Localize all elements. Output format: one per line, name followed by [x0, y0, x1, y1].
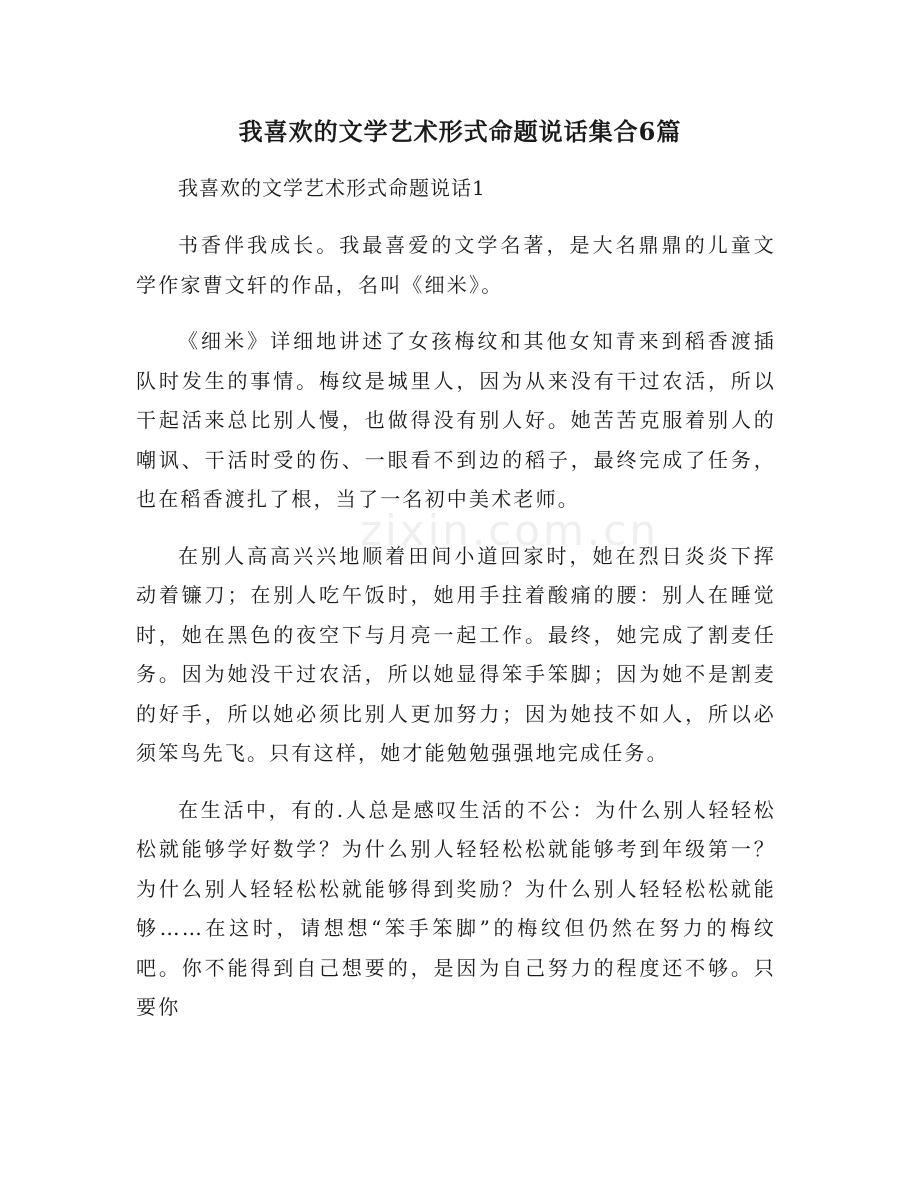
- paragraph-3: 在别人高高兴兴地顺着田间小道回家时，她在烈日炎炎下挥动着镰刀；在别人吃午饭时，她用手拄着酸痛的腰：别人在睡觉时，她在黑色的夜空下与月亮一起工作。最终，她完成了割麦任务。因为她没干过农活，所以她显得笨手笨脚；因为她不是割麦的好手，所以她必须比别人更加努力；因为她技不如人，所以必须笨鸟先飞。只有这样，她才能勉勉强强地完成任务。: [136, 543, 776, 765]
- paragraph-1: 书香伴我成长。我最喜爱的文学名著，是大名鼎鼎的儿童文学作家曹文轩的作品，名叫《细米》。: [136, 233, 776, 297]
- document-title: 我喜欢的文学艺术形式命题说话集合6篇: [238, 117, 682, 146]
- paragraph-4: 在生活中，有的.人总是感叹生活的不公：为什么别人轻轻松松就能够学好数学？为什么别人轻轻松松就能够考到年级第一？为什么别人轻轻松松就能够得到奖励？为什么别人轻轻松松就能够……在这时，请想想“笨手笨脚”的梅纹但仍然在努力的梅纹吧。你不能得到自己想要的，是因为自己努力的程度还不够。只要你: [136, 797, 776, 1019]
- watermark: zixin.com.cn: [360, 506, 659, 555]
- document-body: [136, 166, 776, 1045]
- paragraph-2: 《细米》详细地讲述了女孩梅纹和其他女知青来到稻香渡插队时发生的事情。梅纹是城里人，因为从来没有干过农活，所以干起活来总比别人慢，也做得没有别人好。她苦苦克服着别人的嘲讽、干活时受的伤、一眼看不到边的稻子，最终完成了任务，也在稻香渡扎了根，当了一名初中美术老师。: [136, 329, 776, 511]
- section-heading: 我喜欢的文学艺术形式命题说话1: [178, 176, 486, 200]
